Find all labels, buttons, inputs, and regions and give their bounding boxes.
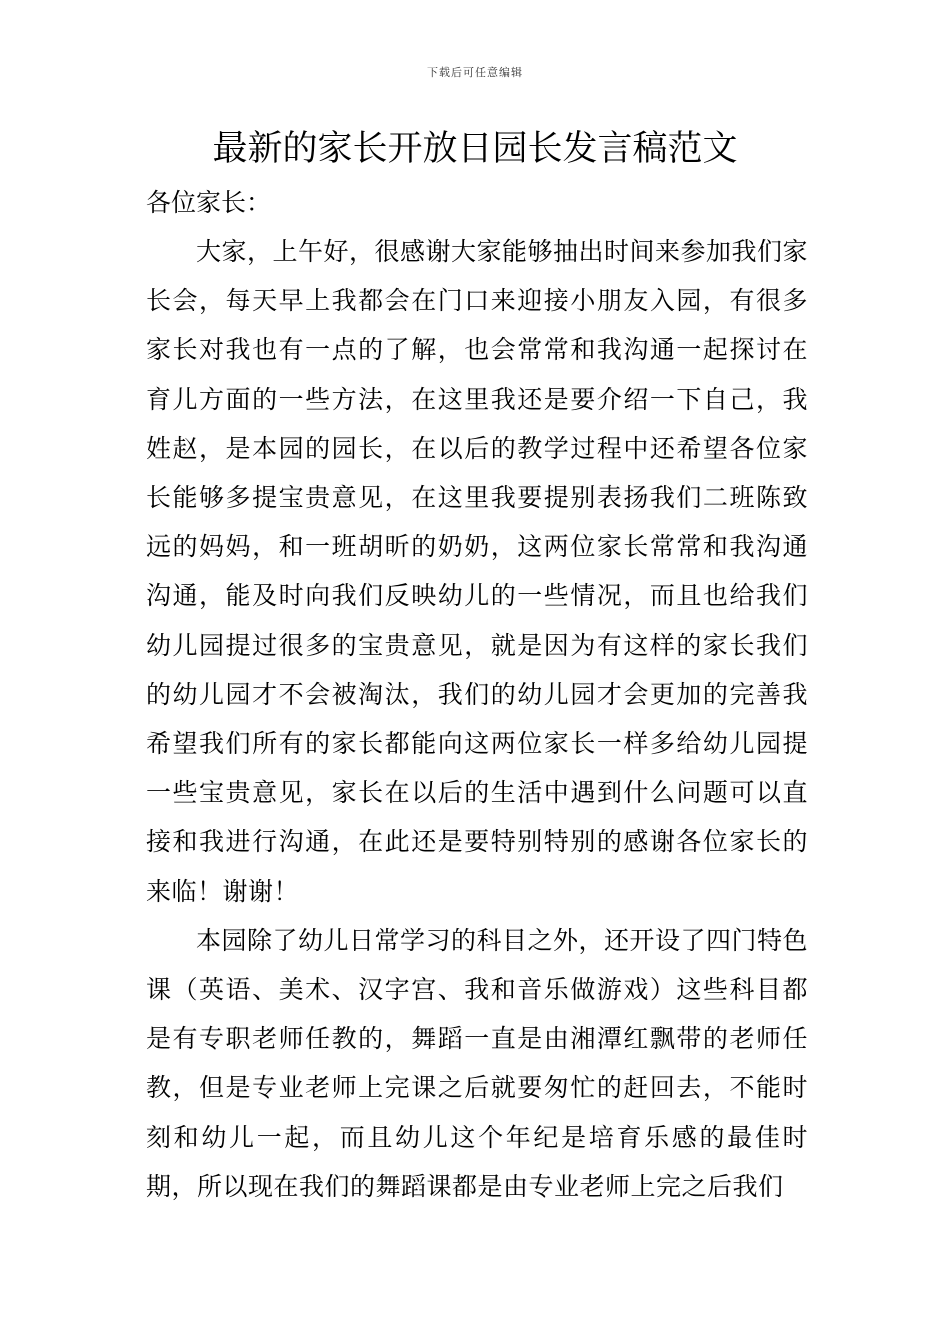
document-body (146, 178, 808, 1211)
page-header-note: 下载后可任意编辑 (427, 66, 523, 79)
paragraph-1: 大家，上午好，很感谢大家能够抽出时间来参加我们家长会，每天早上我都会在门口来迎接小朋友入园，有很多家长对我也有一点的了解，也会常常和我沟通一起探讨在育儿方面的一些方法，在这里我还是要介绍一下自己，我姓赵，是本园的园长，在以后的教学过程中还希望各位家长能够多提宝贵意见，在这里我要提别表扬我们二班陈致远的妈妈，和一班胡昕的奶奶，这两位家长常常和我沟通沟通，能及时向我们反映幼儿的一些情况，而且也给我们幼儿园提过很多的宝贵意见，就是因为有这样的家长我们的幼儿园才不会被淘汰，我们的幼儿园才会更加的完善我希望我们所有的家长都能向这两位家长一样多给幼儿园提一些宝贵意见，家长在以后的生活中遇到什么问题可以直接和我进行沟通，在此还是要特别特别的感谢各位家长的来临！谢谢！ (146, 237, 809, 906)
document-title: 最新的家长开放日园长发言稿范文 (212, 129, 738, 169)
paragraph-2: 本园除了幼儿日常学习的科目之外，还开设了四门特色课（英语、美术、汉字宫、我和音乐做游戏）这些科目都是有专职老师任教的，舞蹈一直是由湘潭红飘带的老师任教，但是专业老师上完课之后就要匆忙的赶回去，不能时刻和幼儿一起，而且幼儿这个年纪是培育乐感的最佳时期，所以现在我们的舞蹈课都是由专业老师上完之后我们 (146, 925, 809, 1201)
salutation: 各位家长： (146, 188, 272, 217)
